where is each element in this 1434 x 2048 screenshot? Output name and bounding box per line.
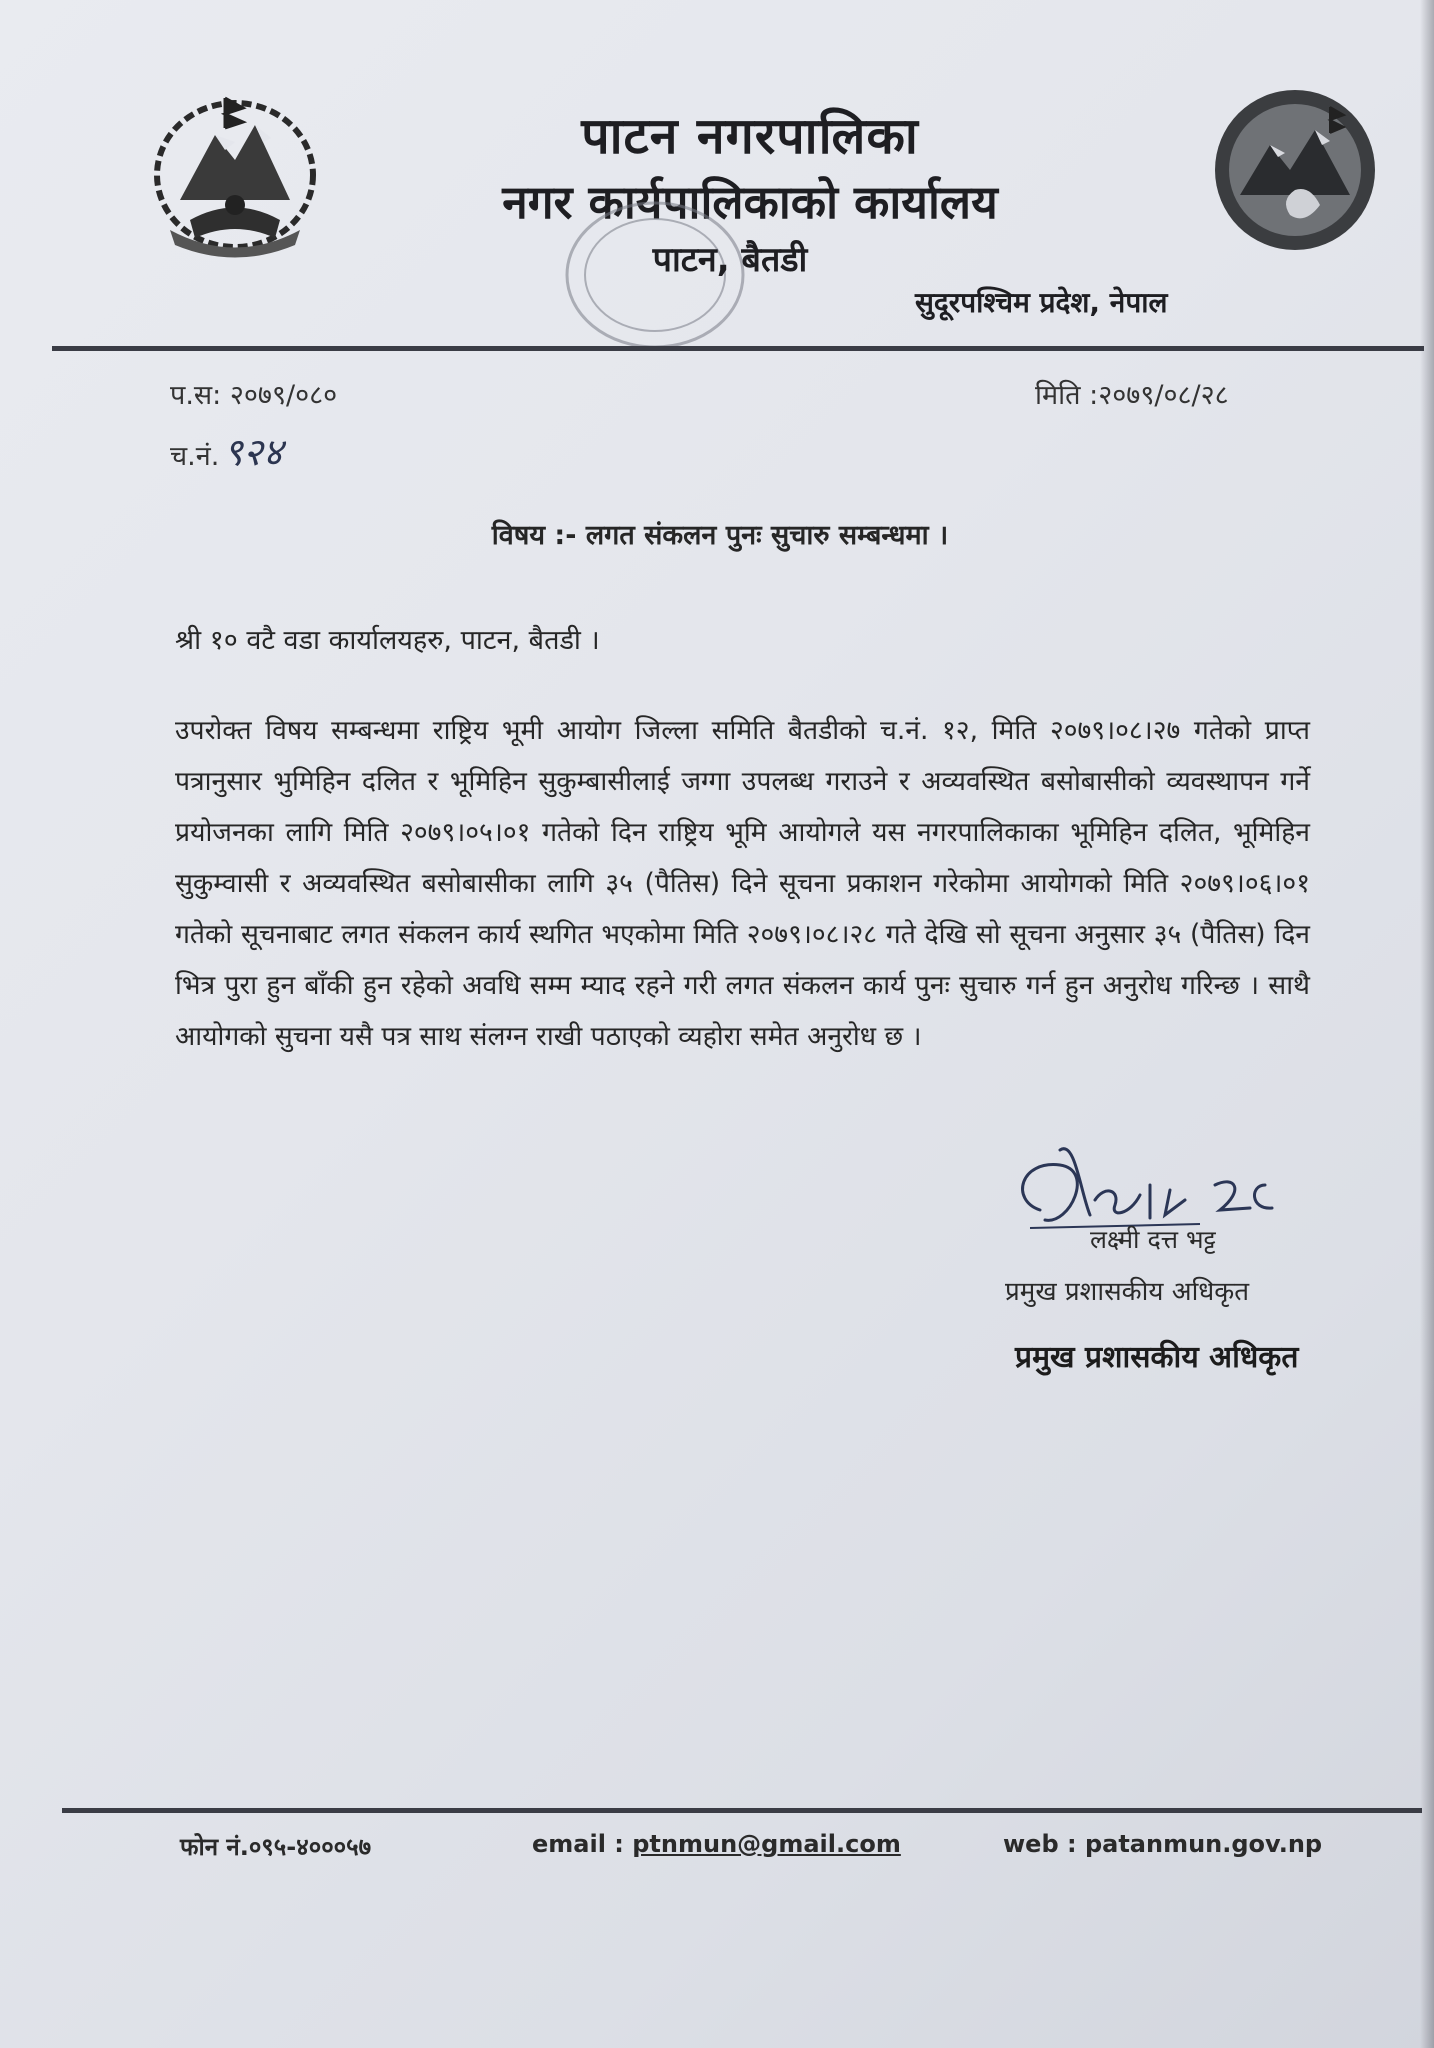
organization-name: पाटन नगरपालिका xyxy=(581,107,919,165)
email-label: email : xyxy=(532,1830,633,1858)
municipality-logo-icon xyxy=(1210,85,1380,255)
footer-website: web : patanmun.gov.np xyxy=(1003,1830,1323,1858)
letter-subject: विषय :- लगत संकलन पुनः सुचारु सम्बन्धमा । xyxy=(491,520,949,551)
letter-body: उपरोक्त विषय सम्बन्धमा राष्ट्रिय भूमी आयोग जिल्ला समिति बैतडीको च.नं. १२, मिति २०७९।०८।२७ गतेको प्राप्त पत्रानुसार भुमिहिन दलित र भूमिहिन सुकुम्बासीलाई जग्गा उपलब्ध गराउने र अव्यवस्थित बसोबासीको व्यवस्थापन गर्ने प्रयोजनका लागि मिति २०७९।०५।०१ गतेको दिन राष्ट्रिय भूमि आयोगले यस नगरपालिकाका भूमिहिन दलित, भूमिहिन सुकुम्वासी र अव्यवस्थित बसोबासीका लागि ३५ (पैतिस) दिने सूचना प्रकाशन गरेकोमा आयोगको मिति २०७९।०६।०१ गतेको सूचनाबाट लगत संकलन कार्य स्थगित भएकोमा मिति २०७९।०८।२८ गते देखि सो सूचना अनुसार ३५ (पैतिस) दिन भित्र पुरा हुन बाँकी हुन रहेको अवधि सम्म म्याद रहने गरी लगत संकलन कार्य पुनः सुचारु गर्न हुन अनुरोध गरिन्छ । साथै आयोगको सुचना यसै पत्र साथ संलग्न राखी पठाएको व्यहोरा समेत अनुरोध छ । xyxy=(175,715,1310,1052)
letter-recipient: श्री १० वटै वडा कार्यालयहरु, पाटन, बैतडी । xyxy=(175,625,600,656)
signer-title-stamp: प्रमुख प्रशासकीय अधिकृत xyxy=(1015,1340,1299,1375)
government-emblem-icon xyxy=(145,80,325,260)
signer-name: लक्ष्मी दत्त भट्ट xyxy=(1090,1225,1216,1254)
dispatch-value: ९२४ xyxy=(223,430,283,474)
province-label: सुदूरपश्चिम प्रदेश, नेपाल xyxy=(915,286,1168,319)
office-location: पाटन, बैतडी xyxy=(652,240,808,280)
header-divider xyxy=(52,346,1424,351)
signer-title: प्रमुख प्रशासकीय अधिकृत xyxy=(1005,1277,1250,1307)
office-name: नगर कार्यपालिकाको कार्यालय xyxy=(502,175,998,229)
dispatch-number xyxy=(170,425,283,477)
footer-divider xyxy=(62,1808,1422,1813)
footer-phone: फोन नं.०९५-४०००५७ xyxy=(180,1833,372,1861)
email-link[interactable]: ptnmun@gmail.com xyxy=(632,1830,901,1858)
dispatch-label: च.नं. xyxy=(170,441,220,472)
letter-date: मिति :२०७९/०८/२८ xyxy=(1035,380,1229,411)
reference-number: प.स: २०७९/०८० xyxy=(170,380,338,411)
footer-email xyxy=(532,1830,901,1858)
